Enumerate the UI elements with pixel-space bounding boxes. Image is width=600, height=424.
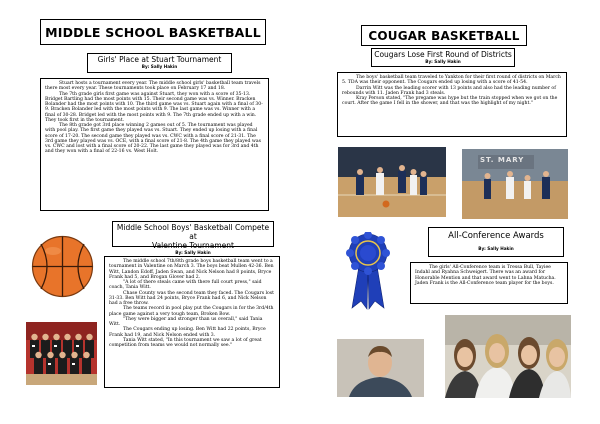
player-portrait-photo [337, 339, 424, 397]
article-body [337, 72, 567, 137]
game-photo [338, 147, 446, 217]
article-paragraph: Tania Witt stated, "In this tournament we saw a lot of great competition from teams we would not normally see." [109, 337, 262, 348]
article-byline: By: Sally Hakin [141, 64, 178, 69]
basketball-icon [31, 235, 94, 298]
article-headline: Valentine Tournament [152, 241, 234, 250]
article-paragraph: The girls' All-Conference team is Tressa Bull, Tayiee Indahl and Ryahna Schweigert. There was an award for Honorable Mention and that award went to Lahna Matucha. Jaden Frank is the All-Conference team player for the boys. [415, 265, 556, 286]
right-section-title: COUGAR BASKETBALL [361, 25, 527, 46]
article-paragraph: The 8th grade got 3rd place winning 2 games out of 5. The tournament was played with pool play. The first game they played was vs. Stuart. They ended up losing with a final score of 17-20. The second game they played was vs. CWC with a final score of 21-31. The 3rd game they played was vs. OCE, with a final score of 21-8. The 4th game they played was vs. CWC and lost with a final score of 20-22. The last game they played was for 3rd and 4th and they won with a final of 22-16 vs. West Holt. [45, 123, 261, 155]
article-paragraph: The boys' basketball team traveled to Yankton for their first round of districts on March 5. TDA was their opponent. The Cougars ended up losing with a score of 41-54. [342, 75, 561, 86]
article-headline-box [112, 221, 274, 255]
team-photo [26, 322, 97, 385]
article-body [40, 78, 269, 211]
article-paragraph: "They were bigger and stronger than us overall," said Tania Witt. [109, 316, 263, 327]
left-section-title: MIDDLE SCHOOL BASKETBALL [40, 19, 266, 45]
article-paragraph: Kray Person stated, "The pregame was hype but the train stopped when we got on the court. After the game I fell in the shower, and that was the highlight of my night." [342, 96, 558, 107]
article-headline-box [428, 227, 564, 257]
article-headline: Middle School Boys' Basketball Compete at [116, 223, 270, 241]
article-paragraph: The middle school 7th/8th grade boys basketball team went to a tournament in Valentine on March 3. The boys beat Mullen 42-36. Ben Witt, Landon Edoff, Jaden Swan, and Nick Nelson had 8 points, Bryce Frank had 5, and Brogan Glover had 2. [109, 259, 274, 280]
article-byline: By: Sally Hakin [175, 250, 211, 255]
article-byline: By: Sally Hakin [425, 59, 461, 64]
article-body [104, 256, 280, 388]
article-headline-box [87, 53, 232, 73]
article-paragraph: Darrin Witt was the leading scorer with 13 points and also had the leading number of rebounds with 11. Jaden Frank had 3 steals. [342, 85, 556, 96]
article-headline: Cougars Lose First Round of Districts [374, 50, 512, 59]
article-paragraph: The 7th grade girls first game was against Stuart, they won with a score of 35-13. Bridget Bartling had the most points with 15. Their second game was vs. Winner. Bracken Bolander had the most points with 10. The third game was vs. Stuart again with a final of 30-9. Bracken Bolander led with the most points with 9. The last game was vs. Winner with a final of 30-28. Bridget led with the most points with 9. The 7th grade ended up with a win. They took first in the tournament. [45, 91, 263, 123]
article-headline-box [371, 48, 515, 67]
article-paragraph: The Cougars ending up losing. Ben Witt had 22 points, Bryce Frank had 19, and Nick Nelson ended with 3. [109, 327, 266, 338]
article-headline: All-Conference Awards [448, 231, 544, 241]
article-paragraph: "A lot of there steals came with there full court press," said coach, Tania Witt. [109, 280, 262, 291]
award-winners-photo [445, 315, 571, 398]
article-headline: Girls' Place at Stuart Tournament [97, 55, 222, 64]
article-paragraph: Chase County was the second team they faced. The Cougars lost 31-33. Ben Witt had 24 points, Bryce Frank had 6, and Nick Nelson had a free throw. [109, 290, 274, 306]
article-paragraph: The teams record in pool play put the Cougars in for the 3rd/4th place game against a very tough team, Broken Bow. [109, 306, 274, 317]
article-paragraph: Stuart hosts a tournament every year. The middle school girls' basketball team travels there most every year. These tournaments took place on February 17 and 18. [45, 81, 261, 92]
game-photo [462, 149, 568, 219]
article-byline: By: Sally Hakin [478, 246, 514, 251]
article-body [410, 262, 568, 304]
photo-caption-text: ST. MARY [480, 156, 525, 164]
award-ribbon-icon [343, 232, 393, 310]
